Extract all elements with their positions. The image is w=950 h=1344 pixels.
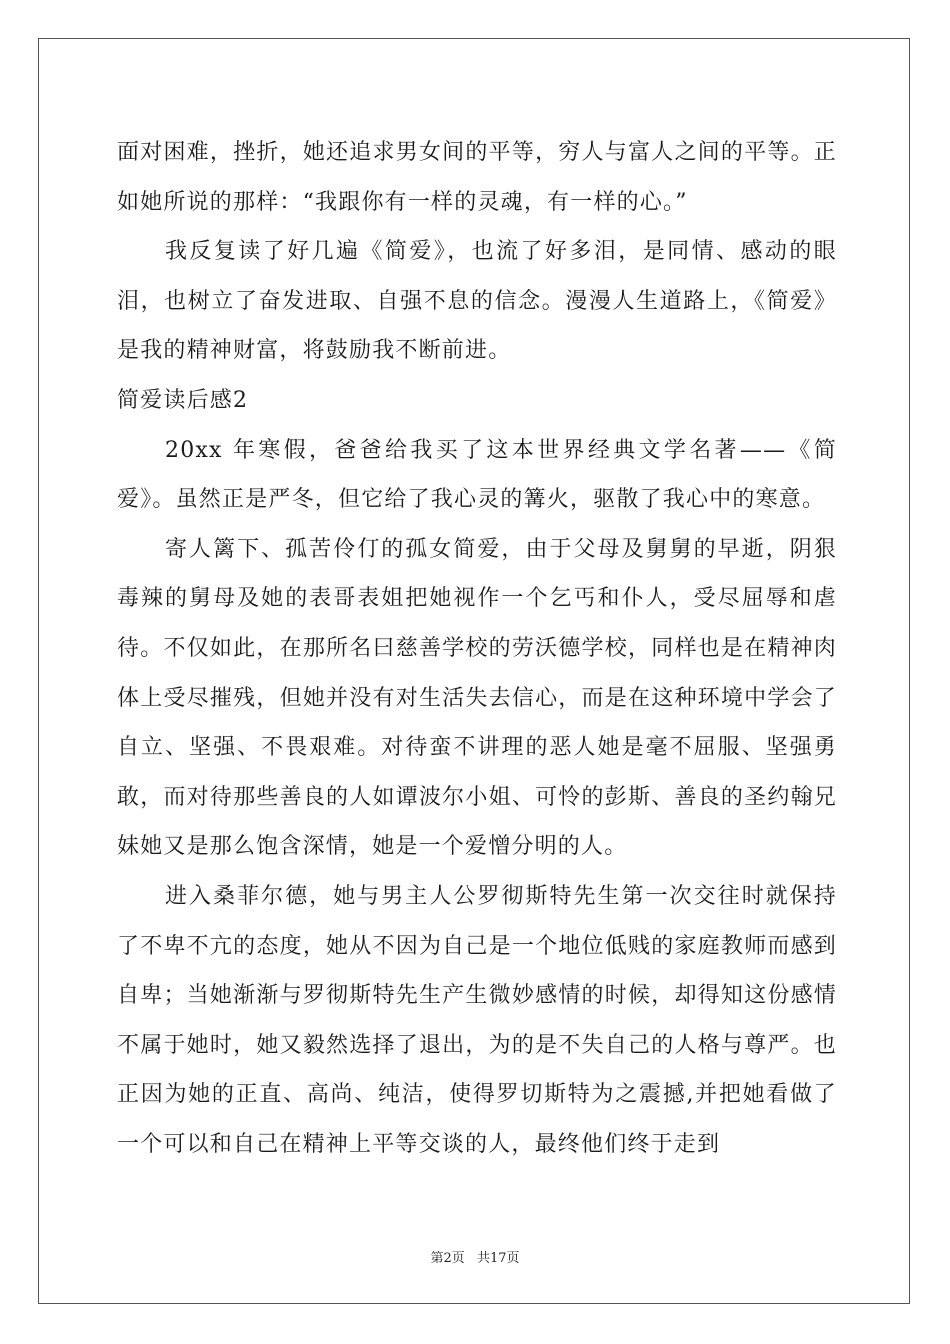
page-number: 第2页 xyxy=(430,1251,465,1266)
paragraph-reflection: 我反复读了好几遍《简爱》，也流了好多泪，是同情、感动的眼泪，也树立了奋发进取、自强不息的信念。漫漫人生道路上，《简爱》是我的精神财富，将鼓励我不断前进。 xyxy=(117,239,837,364)
page-footer xyxy=(0,1247,950,1266)
section-heading: 简爱读后感2 xyxy=(117,387,249,413)
paragraph-orphan-jane: 寄人篱下、孤苦伶仃的孤女简爱，由于父母及舅舅的早逝，阴狠毒辣的舅母及她的表哥表姐把她视作一个乞丐和仆人，受尽屈辱和虐待。不仅如此，在那所名曰慈善学校的劳沃德学校，同样也是在精神肉体上受尽摧残，但她并没有对生活失去信心，而是在这种环境中学会了自立、坚强、不畏艰难。对待蛮不讲理的恶人她是毫不屈服、坚强勇敢，而对待那些善良的人如谭波尔小姐、可怜的彭斯、善良的圣约翰兄妹她又是那么饱含深情，她是一个爱憎分明的人。 xyxy=(117,536,837,860)
paragraph-continuation: 面对困难，挫折，她还追求男女间的平等，穷人与富人之间的平等。正如她所说的那样：“我跟你有一样的灵魂，有一样的心。” xyxy=(117,140,837,215)
paragraph-winter-gift: 20xx 年寒假，爸爸给我买了这本世界经典文学名著——《简爱》。虽然正是严冬，但它给了我心灵的篝火，驱散了我心中的寒意。 xyxy=(117,437,837,513)
document-body xyxy=(117,128,837,1169)
page-total: 共17页 xyxy=(476,1251,520,1266)
paragraph-thornfield: 进入桑菲尔德，她与男主人公罗彻斯特先生第一次交往时就保持了不卑不亢的态度，她从不因为自己是一个地位低贱的家庭教师而感到自卑；当她渐渐与罗彻斯特先生产生微妙感情的时候，却得知这份感情不属于她时，她又毅然选择了退出，为的是不失自己的人格与尊严。也正因为她的正直、高尚、纯洁，使得罗切斯特为之震撼,并把她看做了一个可以和自己在精神上平等交谈的人，最终他们终于走到 xyxy=(117,883,837,1157)
